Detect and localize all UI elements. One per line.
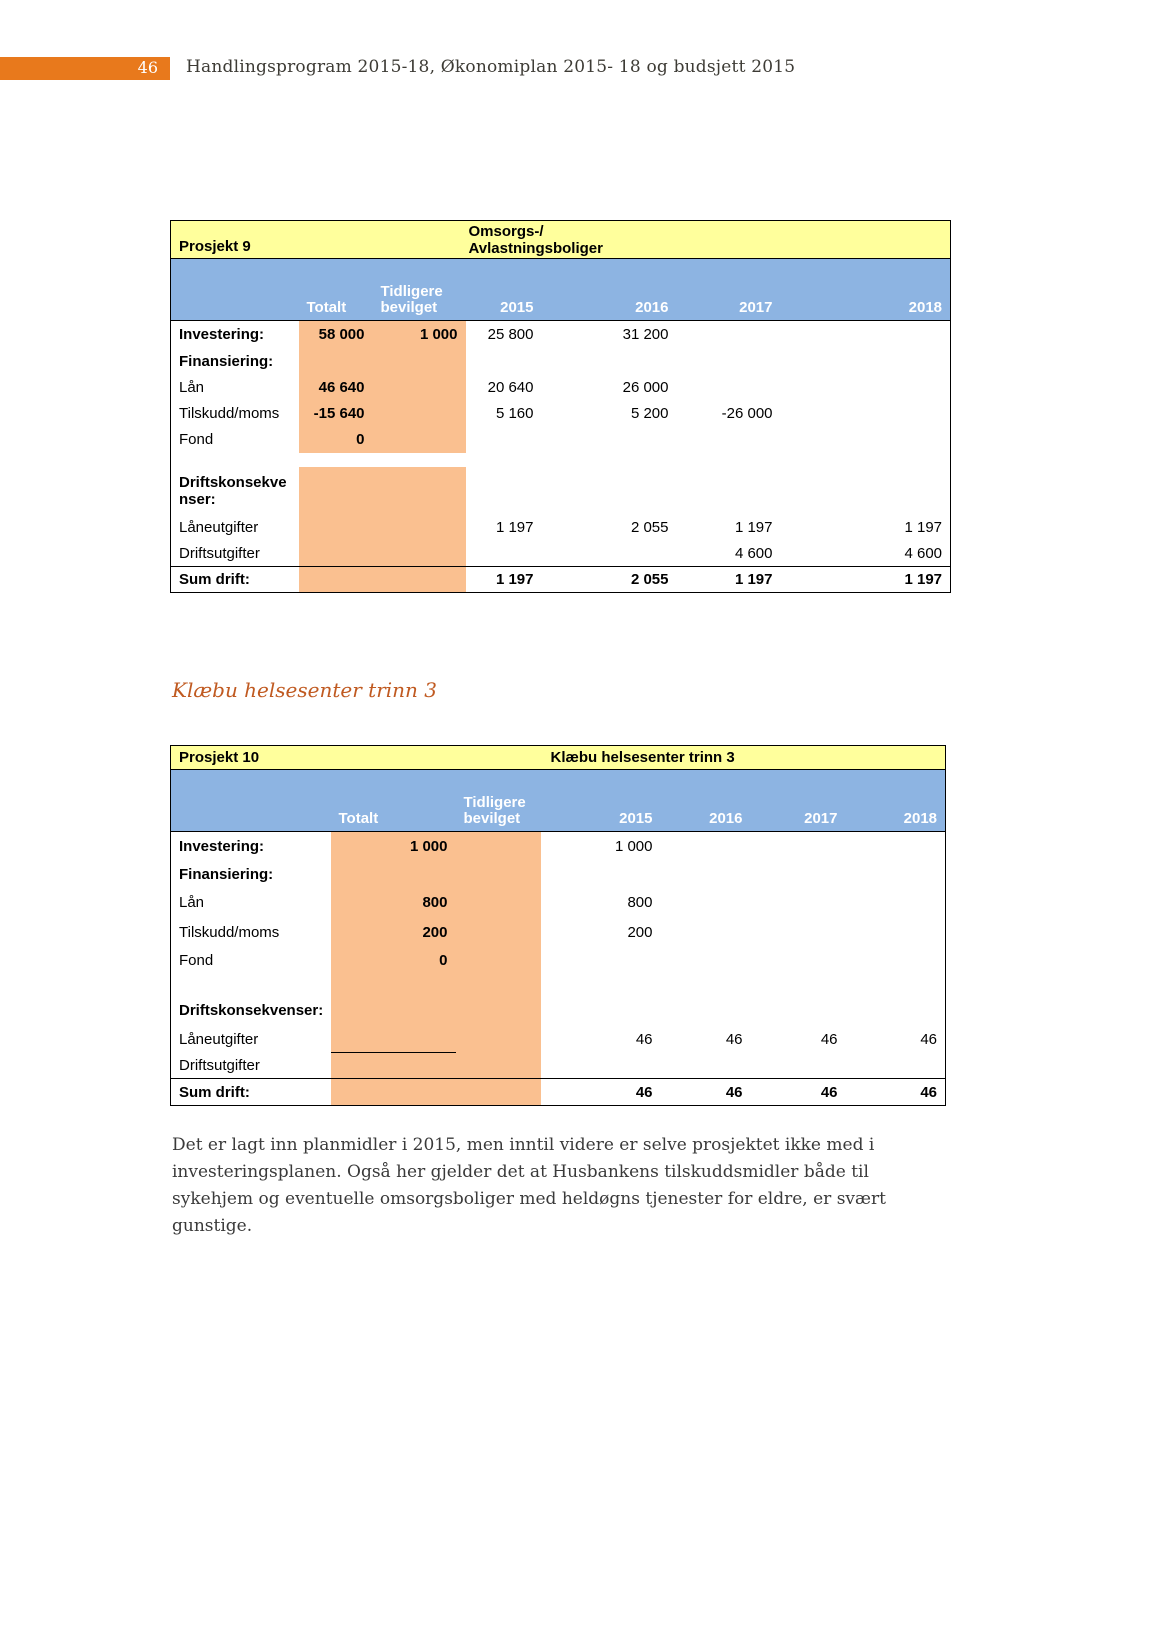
cell-2017 (751, 948, 846, 974)
cell-2015 (466, 541, 542, 567)
row-label: Tilskudd/moms (179, 924, 280, 941)
cell-tidligere (373, 401, 466, 427)
cell-2015 (541, 862, 661, 888)
cell-2017: 4 600 (734, 544, 773, 562)
table-row-laaneutgifter (171, 1026, 946, 1053)
cell-2015 (466, 467, 542, 515)
cell-2016 (661, 832, 751, 862)
col-header-2018: 2018 (781, 259, 951, 321)
cell-tidligere (373, 467, 466, 515)
cell-2015 (541, 948, 661, 974)
project-10-table (170, 745, 946, 1106)
cell-2016: 26 000 (622, 379, 669, 396)
cell-totalt (331, 1079, 456, 1106)
cell-2017 (751, 888, 846, 918)
cell-2018 (781, 401, 951, 427)
cell-2015 (466, 349, 542, 375)
col-header-2017: 2017 (677, 259, 781, 321)
cell-2017 (751, 862, 846, 888)
cell-2016 (661, 862, 751, 888)
cell-2017 (677, 375, 781, 401)
cell-totalt (331, 862, 456, 888)
table-row-sum-drift (171, 1079, 946, 1106)
table-row-finansiering (171, 349, 951, 375)
cell-2018 (781, 467, 951, 515)
cell-tidligere (373, 349, 466, 375)
section-heading: Klæbu helsesenter trinn 3 (172, 678, 437, 702)
table-row-investering (171, 321, 951, 349)
table-row-tilskudd (171, 401, 951, 427)
cell-2015: 1 197 (495, 519, 534, 536)
cell-tidligere (456, 862, 541, 888)
header-line: Tidligere (380, 283, 443, 300)
spacer-cell (331, 746, 541, 770)
cell-2018 (781, 321, 951, 349)
cell-tidligere (456, 918, 541, 948)
table-title-row (171, 221, 951, 259)
row-label: Driftskonsekvenser: (179, 1002, 324, 1019)
header-line: bevilget (380, 299, 438, 316)
col-header-2016: 2016 (661, 770, 751, 832)
row-label: Låneutgifter (179, 519, 259, 536)
cell-totalt: 0 (299, 427, 373, 453)
body-paragraph: Det er lagt inn planmidler i 2015, men inntil videre er selve prosjektet ikke med i investeringsplanen. Også her gjelder det at Husbankens tilskuddsmidler både til sykehjem og eventuelle omsorgsboliger med heldøgns tjenester for eldre, er svært gunstige. (172, 1135, 886, 1236)
cell-2018 (781, 349, 951, 375)
cell-2018 (846, 1053, 946, 1079)
cell-2015 (541, 1053, 661, 1079)
cell-tidligere: 1 000 (373, 321, 466, 349)
cell-totalt (299, 349, 373, 375)
col-header-2016: 2016 (542, 259, 677, 321)
cell-2015: 46 (635, 1030, 653, 1048)
cell-2017 (751, 832, 846, 862)
row-label: Fond (179, 431, 214, 448)
cell-totalt (299, 467, 373, 515)
row-label: Lån (179, 894, 205, 911)
cell-2017 (677, 321, 781, 349)
table-row-laan (171, 375, 951, 401)
col-header-2015: 2015 (466, 259, 542, 321)
cell-2017 (677, 467, 781, 515)
cell-2015: 5 160 (495, 405, 534, 422)
project-title (466, 221, 951, 259)
table-row-driftskonsekvenser (171, 996, 946, 1026)
cell-2017 (751, 996, 846, 1026)
cell-tidligere (456, 888, 541, 918)
cell-2018: 46 (920, 1030, 938, 1048)
row-label: Investering: (179, 326, 265, 344)
cell-tidligere (456, 1026, 541, 1053)
cell-2015: 800 (627, 894, 653, 911)
project-9-table (170, 220, 951, 593)
page-number: 46 (137, 58, 158, 77)
cell-2018 (846, 862, 946, 888)
spacer-cell (171, 259, 299, 321)
page-number-bar (0, 57, 170, 80)
table-row-finansiering (171, 862, 946, 888)
cell-2016 (661, 1053, 751, 1079)
spacer-cell (299, 221, 466, 259)
col-header-2018: 2018 (846, 770, 946, 832)
table-row-driftsutgifter (171, 1053, 946, 1079)
cell-2016 (542, 427, 677, 453)
cell-2018 (846, 948, 946, 974)
row-label: Låneutgifter (179, 1030, 259, 1048)
row-label: Sum drift: (171, 567, 299, 593)
cell-2016: 5 200 (630, 405, 669, 422)
cell-2016: 46 (725, 1030, 743, 1048)
col-header-totalt: Totalt (331, 770, 456, 832)
spacer-cell (171, 453, 951, 467)
row-label: Sum drift: (171, 1079, 331, 1106)
cell-totalt (299, 567, 373, 593)
spacer-row (171, 453, 951, 467)
project-label: Prosjekt 9 (171, 221, 299, 259)
col-header-tidligere-bevilget (373, 259, 466, 321)
cell-tidligere (373, 375, 466, 401)
table-row-driftsutgifter (171, 541, 951, 567)
header-line: bevilget (463, 810, 521, 827)
cell-tidligere (456, 948, 541, 974)
spacer-row (171, 974, 946, 996)
cell-tidligere (456, 1053, 541, 1079)
cell-2018 (846, 996, 946, 1026)
cell-2016: 31 200 (622, 326, 669, 344)
project-title-line2: Avlastningsboliger (468, 239, 603, 257)
cell-totalt: 200 (331, 918, 456, 948)
cell-2018: 1 197 (904, 519, 943, 536)
cell-2016 (661, 918, 751, 948)
col-header-tidligere-bevilget (456, 770, 541, 832)
table-row-investering (171, 832, 946, 862)
cell-2017: 1 197 (677, 567, 781, 593)
cell-tidligere (373, 515, 466, 541)
table-title-row (171, 746, 946, 770)
row-label: Finansiering: (179, 866, 274, 883)
cell-totalt: 800 (331, 888, 456, 918)
table-header-row (171, 259, 951, 321)
cell-2016: 2 055 (630, 519, 669, 536)
table-row-fond (171, 948, 946, 974)
cell-2016 (542, 541, 677, 567)
cell-2016 (661, 888, 751, 918)
cell-tidligere (373, 541, 466, 567)
cell-2017 (751, 1053, 846, 1079)
cell-2015: 25 800 (487, 326, 534, 344)
cell-tidligere (456, 1079, 541, 1106)
table-row-driftskonsekvenser (171, 467, 951, 515)
row-label: Driftsutgifter (179, 1056, 260, 1074)
row-label: Tilskudd/moms (179, 405, 280, 422)
cell-2016 (661, 996, 751, 1026)
cell-totalt: 58 000 (299, 321, 373, 349)
col-header-2017: 2017 (751, 770, 846, 832)
cell-tidligere (373, 567, 466, 593)
project-label: Prosjekt 10 (171, 746, 331, 770)
cell-totalt (331, 996, 456, 1026)
cell-2016 (542, 467, 677, 515)
row-label: Fond (179, 952, 214, 969)
table-row-laan (171, 888, 946, 918)
cell-2015 (541, 996, 661, 1026)
cell-2017: 1 197 (734, 519, 773, 536)
cell-2018 (781, 427, 951, 453)
spacer-cell (541, 974, 946, 996)
spacer-cell (171, 974, 331, 996)
cell-2015 (466, 427, 542, 453)
table-row-laaneutgifter (171, 515, 951, 541)
cell-totalt (299, 541, 373, 567)
table-row-fond (171, 427, 951, 453)
cell-totalt: 1 000 (331, 832, 456, 862)
cell-2018: 4 600 (904, 544, 943, 562)
cell-2017: 46 (820, 1030, 838, 1048)
col-header-totalt: Totalt (299, 259, 373, 321)
cell-totalt: 0 (331, 948, 456, 974)
row-label: Driftskonsekvenser: (179, 473, 287, 508)
cell-2018: 46 (846, 1079, 946, 1106)
cell-2018 (781, 375, 951, 401)
header-line: Tidligere (463, 794, 526, 811)
cell-totalt (299, 515, 373, 541)
project-title-line1: Omsorgs-/ (468, 222, 544, 240)
cell-2017 (677, 427, 781, 453)
cell-2018 (846, 888, 946, 918)
row-label: Finansiering: (179, 353, 274, 370)
table-row-sum-drift (171, 567, 951, 593)
spacer-cell (171, 770, 331, 832)
cell-2017: 46 (751, 1079, 846, 1106)
row-label: Driftsutgifter (179, 544, 260, 562)
cell-totalt: -15 640 (299, 401, 373, 427)
cell-totalt: 46 640 (299, 375, 373, 401)
document-header-title: Handlingsprogram 2015-18, Økonomiplan 2015- 18 og budsjett 2015 (186, 57, 796, 77)
row-label: Lån (179, 379, 205, 396)
cell-2016: 2 055 (542, 567, 677, 593)
cell-2017: -26 000 (721, 405, 773, 422)
cell-2016 (661, 948, 751, 974)
project-title: Klæbu helsesenter trinn 3 (541, 746, 946, 770)
cell-2017 (677, 349, 781, 375)
row-label: Investering: (179, 838, 265, 856)
cell-tidligere (373, 427, 466, 453)
spacer-cell (331, 974, 541, 996)
table-header-row (171, 770, 946, 832)
cell-2015: 1 197 (466, 567, 542, 593)
cell-totalt (331, 1053, 456, 1079)
cell-2015: 46 (541, 1079, 661, 1106)
cell-tidligere (456, 832, 541, 862)
cell-tidligere (456, 996, 541, 1026)
cell-2015: 1 000 (614, 838, 653, 856)
cell-2018 (846, 918, 946, 948)
cell-2018 (846, 832, 946, 862)
col-header-2015: 2015 (541, 770, 661, 832)
cell-totalt (331, 1026, 456, 1053)
cell-2015: 20 640 (487, 379, 534, 396)
cell-2018: 1 197 (781, 567, 951, 593)
cell-2016: 46 (661, 1079, 751, 1106)
table-row-tilskudd (171, 918, 946, 948)
cell-2017 (751, 918, 846, 948)
cell-2015: 200 (627, 924, 653, 941)
cell-2016 (542, 349, 677, 375)
